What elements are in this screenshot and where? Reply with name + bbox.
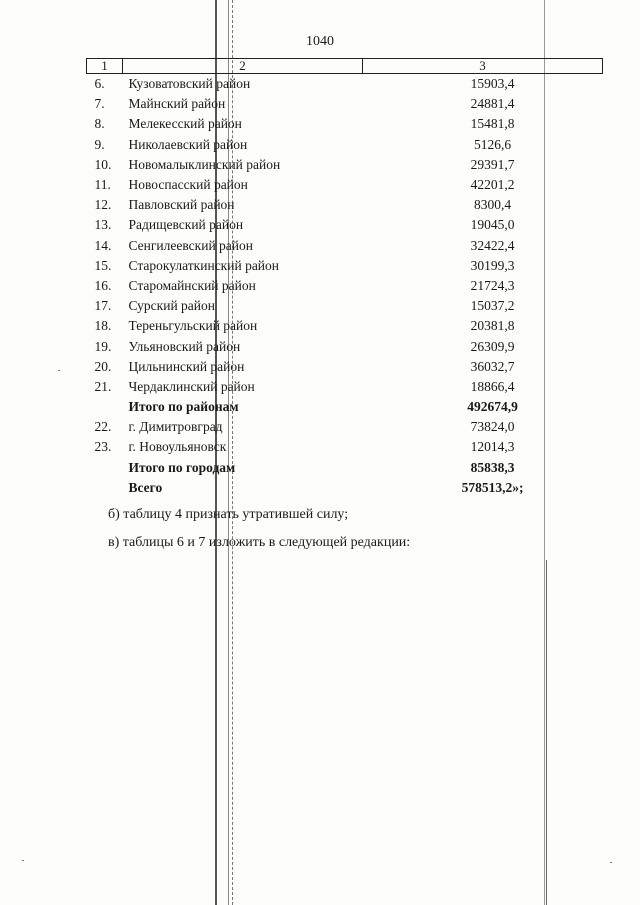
row-number [87,478,123,498]
table-row [87,175,603,195]
table-row [87,236,603,256]
scan-line [546,560,547,905]
table-row [87,417,603,437]
table-row [87,357,603,377]
scan-speck [22,860,24,861]
district-name: Старомайнский район [128,277,256,293]
table-row [87,114,603,134]
district-name: Старокулаткинский район [128,257,280,273]
row-number: 19. [94,338,112,354]
amount-value: 21724,3 [470,277,515,293]
amount-value: 30199,3 [470,257,515,273]
row-number: 7. [94,96,105,112]
table-total-row [87,397,603,417]
table-row [87,256,603,276]
district-name: Итого по городам [128,459,236,475]
allocation-table [86,58,603,498]
table-row [87,276,603,296]
district-name: Цильнинский район [128,358,245,374]
district-name: Мелекесский район [128,116,242,132]
amount-value: 36032,7 [470,358,515,374]
row-number: 6. [94,76,105,92]
amount-value: 29391,7 [470,156,515,172]
table-row [87,336,603,356]
district-name: Павловский район [128,197,235,213]
table-row [87,215,603,235]
column-header: 2 [123,59,363,74]
page-number: 1040 [306,34,334,49]
amount-value: 26309,9 [470,338,515,354]
row-number: 18. [94,318,112,334]
district-name: Всего [128,479,163,495]
paragraph-v: в) таблицы 6 и 7 изложить в следующей редакции: [108,535,411,550]
table-row [87,377,603,397]
row-number: 20. [94,358,112,374]
table-row [87,135,603,155]
table-total-row [87,458,603,478]
table-row [87,195,603,215]
row-number: 11. [94,177,111,193]
column-header: 1 [87,59,123,74]
district-name: Кузоватовский район [128,76,251,92]
column-header: 3 [363,59,603,74]
district-name: Чердаклинский район [128,378,255,394]
scan-speck [58,370,60,371]
row-number: 13. [94,217,112,233]
amount-value: 15037,2 [470,298,515,314]
row-number [87,397,123,417]
row-number: 12. [94,197,112,213]
district-name: Майнский район [128,96,226,112]
row-number: 10. [94,156,112,172]
district-name: Радищевский район [128,217,244,233]
table-row [87,296,603,316]
amount-value: 32422,4 [470,237,515,253]
row-number: 23. [94,439,112,455]
amount-value: 24881,4 [470,96,515,112]
paragraph-b: б) таблицу 4 признать утратившей силу; [108,507,349,522]
amount-value: 85838,3 [470,459,515,475]
amount-value: 18866,4 [470,378,515,394]
row-number: 15. [94,257,112,273]
district-name: Сурский район [128,298,215,314]
row-number: 22. [94,419,112,435]
district-name: г. Новоульяновск [128,439,227,455]
table-total-row [87,478,603,498]
table-header-row [87,59,603,74]
scan-speck [610,862,612,863]
district-name: Новомалыклинский район [128,156,281,172]
amount-value: 19045,0 [470,217,515,233]
amount-value: 578513,2»; [461,479,524,495]
district-name: Тереньгульский район [128,318,258,334]
table-row [87,94,603,114]
row-number: 21. [94,378,112,394]
table-row [87,437,603,457]
amount-value: 42201,2 [470,177,515,193]
table-row [87,316,603,336]
row-number: 16. [94,277,112,293]
amount-value: 492674,9 [467,399,518,415]
district-name: Ульяновский район [128,338,241,354]
table-row [87,155,603,175]
row-number: 9. [94,136,105,152]
district-name: Новоспасский район [128,177,248,193]
amount-value: 8300,4 [473,197,512,213]
amount-value: 12014,3 [470,439,515,455]
district-name: г. Димитровград [128,419,223,435]
table-row [87,74,603,95]
district-name: Николаевский район [128,136,248,152]
district-name: Сенгилеевский район [128,237,253,253]
amount-value: 15481,8 [470,116,515,132]
row-number [87,458,123,478]
row-number: 17. [94,298,112,314]
amount-value: 5126,6 [473,136,512,152]
amount-value: 20381,8 [470,318,515,334]
row-number: 14. [94,237,112,253]
row-number: 8. [94,116,105,132]
amount-value: 73824,0 [470,419,515,435]
amount-value: 15903,4 [470,76,515,92]
district-name: Итого по районам [128,399,239,415]
